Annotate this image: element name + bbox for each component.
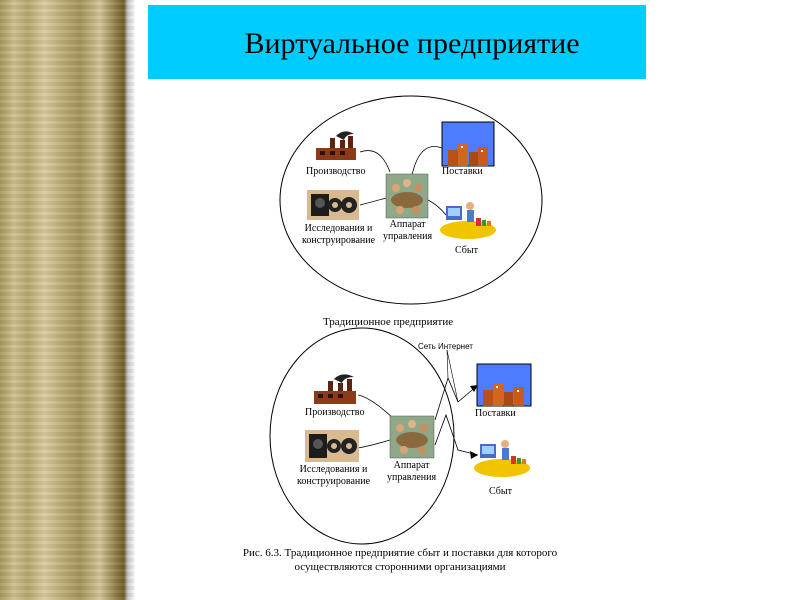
research-gears-icon [307, 190, 359, 220]
connector-management-supplies [412, 147, 442, 175]
label-supplies: Поставки [442, 166, 483, 177]
label-research-line2: конструирование [297, 476, 371, 487]
arrow-to-sales [470, 451, 478, 459]
sales-shop-icon [440, 202, 496, 239]
slide-title: Виртуальное предприятие [244, 27, 580, 60]
label-sales: Сбыт [455, 245, 478, 256]
city-icon [477, 364, 531, 406]
label-management-line2: управления [387, 472, 437, 483]
meeting-icon [390, 416, 434, 458]
label-research [302, 223, 375, 247]
label-research-line2: конструирование [302, 235, 376, 246]
city-icon [442, 122, 494, 166]
figure-caption [180, 546, 620, 574]
research-gears-icon [305, 430, 359, 462]
label-supplies: Поставки [475, 408, 516, 419]
label-research [297, 464, 370, 488]
connector-research-management-bottom [358, 440, 390, 448]
connector-research-management [360, 198, 386, 205]
label-internet: Сеть Интернет [418, 342, 473, 351]
internet-link-supplies [435, 378, 478, 420]
connector-management-sales [428, 200, 446, 215]
label-management-line1: Аппарат [393, 460, 430, 471]
label-production: Производство [306, 166, 366, 177]
label-management-line1: Аппарат [389, 219, 426, 230]
label-sales: Сбыт [489, 486, 512, 497]
traditional-enterprise-caption: Традиционное предприятие [323, 316, 454, 328]
label-management-line2: управления [383, 231, 433, 242]
label-management [383, 219, 432, 243]
label-production: Производство [305, 407, 365, 418]
label-research-line1: Исследования и [299, 464, 368, 475]
meeting-icon [386, 174, 428, 218]
label-management [387, 460, 436, 484]
figure-caption-line2: осуществляются сторонними организациями [294, 561, 506, 573]
internet-link-sales [435, 415, 478, 455]
factory-icon [314, 374, 356, 404]
figure-caption-line1: Рис. 6.3. Традиционное предприятие сбыт и поставки для которого [242, 547, 558, 559]
factory-icon [316, 131, 356, 160]
sales-shop-icon [474, 440, 530, 477]
internet-label-pointer-2 [447, 350, 458, 402]
label-research-line1: Исследования и [304, 223, 373, 234]
